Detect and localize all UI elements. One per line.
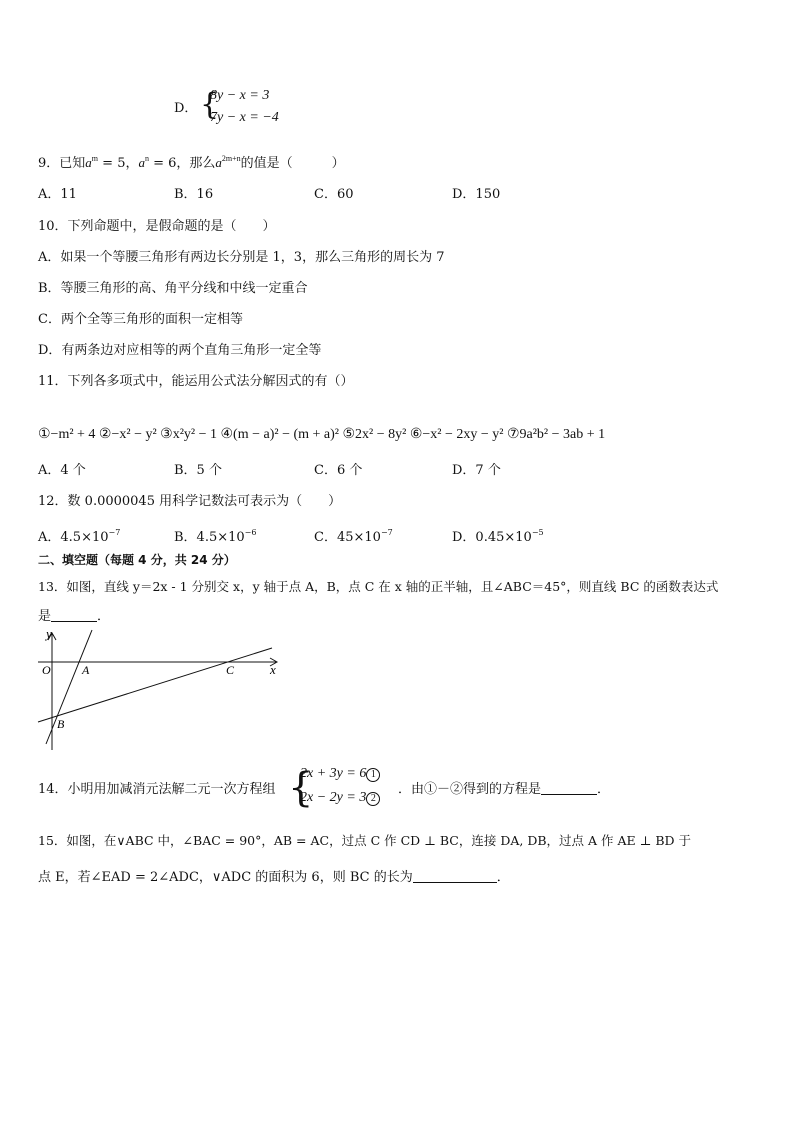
point-a-label: A	[82, 663, 90, 677]
q14-equation-1: 2x + 3y = 6 1	[300, 764, 380, 784]
q12-option-d: D．$0.45\times 10^{-5}$	[452, 528, 544, 545]
q10-option-d: D．有两条边对应相等的两个直角三角形一定全等	[38, 343, 322, 358]
q10-option-a: A．如果一个等腰三角形有两边长分别是 1，3，那么三角形的周长为 7	[38, 250, 445, 265]
x-axis-label: x	[270, 662, 276, 677]
origin-label: O	[42, 663, 51, 677]
q15-line-1: 15．如图，在∨ABC 中，∠BAC = 90°，AB = AC，过点 C 作 CD ⊥ BC，连接 DA, DB，过点 A 作 AE ⊥ BD 于	[38, 833, 692, 848]
q10-stem: 10．下列命题中，是假命题的是（ ）	[38, 219, 276, 234]
q11-polynomials: ①−m² + 4 ②−x² − y² ③x²y² − 1 ④(m − a)² − (m + a)² ⑤2x² − 8y² ⑥−x² − 2xy − y² ⑦9a²b² − 3ab + 1	[38, 427, 606, 442]
q13-figure	[30, 626, 290, 754]
q9-option-b: B．16	[174, 187, 214, 202]
q12-option-b: B．$4.5\times 10^{-6}$	[174, 528, 257, 545]
line-bc	[38, 648, 272, 722]
q9-option-a: A．11	[38, 187, 77, 202]
q10-option-c: C．两个全等三角形的面积一定相等	[38, 312, 243, 327]
q12-stem: 12．数 0.0000045 用科学记数法可表示为（ ）	[38, 494, 342, 509]
q11-stem: 11．下列各多项式中，能运用公式法分解因式的有（）	[38, 374, 354, 389]
q8-option-d-label: D．	[174, 101, 198, 116]
q15-answer-blank[interactable]	[413, 882, 497, 883]
q9-stem: 9．已知$a^m = 5$，$a^n = 6$，那么$a^{2m+n}$的值是（ ）	[38, 154, 345, 171]
q13-line-2: 是 ．	[38, 609, 111, 624]
q8-equation-2: 7y − x = −4	[210, 110, 279, 125]
y-axis-label: y	[46, 626, 52, 641]
point-c-label: C	[226, 663, 235, 677]
q13-answer-blank[interactable]	[51, 621, 97, 622]
q8-brace: {	[200, 87, 220, 122]
q14-stem: 14．小明用加减消元法解二元一次方程组	[38, 782, 276, 797]
q14-equation-2: 2x − 2y = 3 2	[300, 788, 380, 808]
line-ab	[46, 630, 92, 744]
q12-option-a: A．$4.5\times 10^{-7}$	[38, 528, 121, 545]
q11-option-b: B．5 个	[174, 463, 222, 478]
q14-answer-blank[interactable]	[541, 794, 597, 795]
section-fill-in-heading: 二、填空题（每题 4 分，共 24 分）	[38, 553, 236, 567]
point-b-label: B	[57, 717, 65, 731]
q9-option-c: C．60	[314, 187, 354, 202]
q13-line-1: 13．如图，直线 y＝2x - 1 分别交 x，y 轴于点 A，B，点 C 在 x 轴的正半轴，且∠ABC＝45°，则直线 BC 的函数表达式	[38, 579, 719, 594]
q11-option-c: C．6 个	[314, 463, 363, 478]
q12-option-c: C．$45\times 10^{-7}$	[314, 528, 393, 545]
q15-line-2: 点 E，若∠EAD = 2∠ADC，∨ADC 的面积为 6，则 BC 的长为 ．	[38, 870, 510, 885]
q11-option-d: D．7 个	[452, 463, 501, 478]
q14-brace: {	[288, 765, 314, 811]
q8-equation-1: 8y − x = 3	[210, 88, 270, 103]
q11-option-a: A．4 个	[38, 463, 86, 478]
q9-option-d: D．150	[452, 187, 501, 202]
q10-option-b: B．等腰三角形的高、角平分线和中线一定重合	[38, 281, 308, 296]
q14-tail: ．由①－②得到的方程是 ．	[398, 782, 611, 797]
